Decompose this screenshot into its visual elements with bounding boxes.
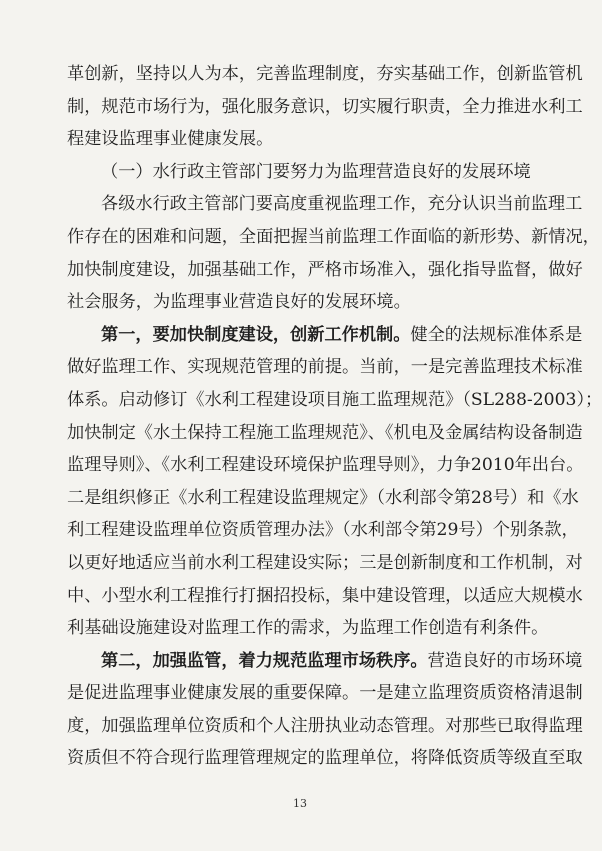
text-line: 各级水行政主管部门要高度重视监理工作，充分认识当前监理工 (101, 194, 583, 215)
text-line: 程建设监理事业健康发展。 (67, 129, 274, 150)
text-line: 社会服务，为监理事业营造良好的发展环境。 (67, 292, 411, 313)
text-line: 资质但不符合现行监理管理规定的监理单位，将降低资质等级直至取 (67, 748, 583, 769)
text-line: 做好监理工作、实现规范管理的前提。当前，一是完善监理技术标准 (67, 357, 583, 378)
text-line: 制，规范市场行为，强化服务意识，切实履行职责，全力推进水利工 (67, 96, 583, 117)
text-line: 是促进监理事业健康发展的重要保障。一是建立监理资质资格清退制 (67, 683, 583, 704)
text-line: 利基础设施建设对监理工作的需求，为监理工作创造有利条件。 (67, 618, 549, 639)
text-line: 度，加强监理单位资质和个人注册执业动态管理。对那些已取得监理 (67, 715, 583, 736)
section-heading: （一）水行政主管部门要努力为监理营造良好的发展环境 (101, 161, 531, 182)
paragraph-lead-line (67, 645, 583, 678)
page-number: 13 (293, 797, 307, 810)
text-line: 以更好地适应当前水利工程建设实际；三是创新制度和工作机制，对 (67, 552, 583, 573)
paragraph-continuation: 健全的法规标准体系是 (410, 324, 583, 345)
text-line: 二是组织修正《水利工程建设监理规定》（水利部令第28号）和《水 (67, 487, 579, 508)
text-line: 中、小型水利工程推行打捆招投标，集中建设管理，以适应大规模水 (67, 585, 583, 606)
text-line: 作存在的困难和问题，全面把握当前监理工作面临的新形势、新情况， (67, 226, 600, 247)
text-line: 监理导则》、《水利工程建设环境保护监理导则》，力争2010年出台。 (67, 455, 584, 476)
text-line: 利工程建设监理单位资质管理办法》（水利部令第29号）个别条款， (67, 520, 579, 541)
text-line: 加快制定《水土保持工程施工监理规范》、《机电及金属结构设备制造 (67, 422, 583, 443)
text-line: 革创新，坚持以人为本，完善监理制度，夯实基础工作，创新监管机 (67, 64, 583, 84)
paragraph-lead: 第二，加强监管，着力规范监理市场秩序。 (101, 650, 428, 671)
paragraph-continuation: 营造良好的市场环境 (427, 650, 583, 671)
text-line: 体系。启动修订《水利工程建设项目施工监理规范》（SL288-2003）； (67, 389, 602, 410)
paragraph-lead: 第一，要加快制度建设，创新工作机制。 (101, 324, 411, 345)
body-text (67, 58, 602, 775)
paragraph-lead-line (67, 319, 583, 352)
text-line: 加快制度建设，加强基础工作，严格市场准入，强化指导监督，做好 (67, 259, 583, 280)
